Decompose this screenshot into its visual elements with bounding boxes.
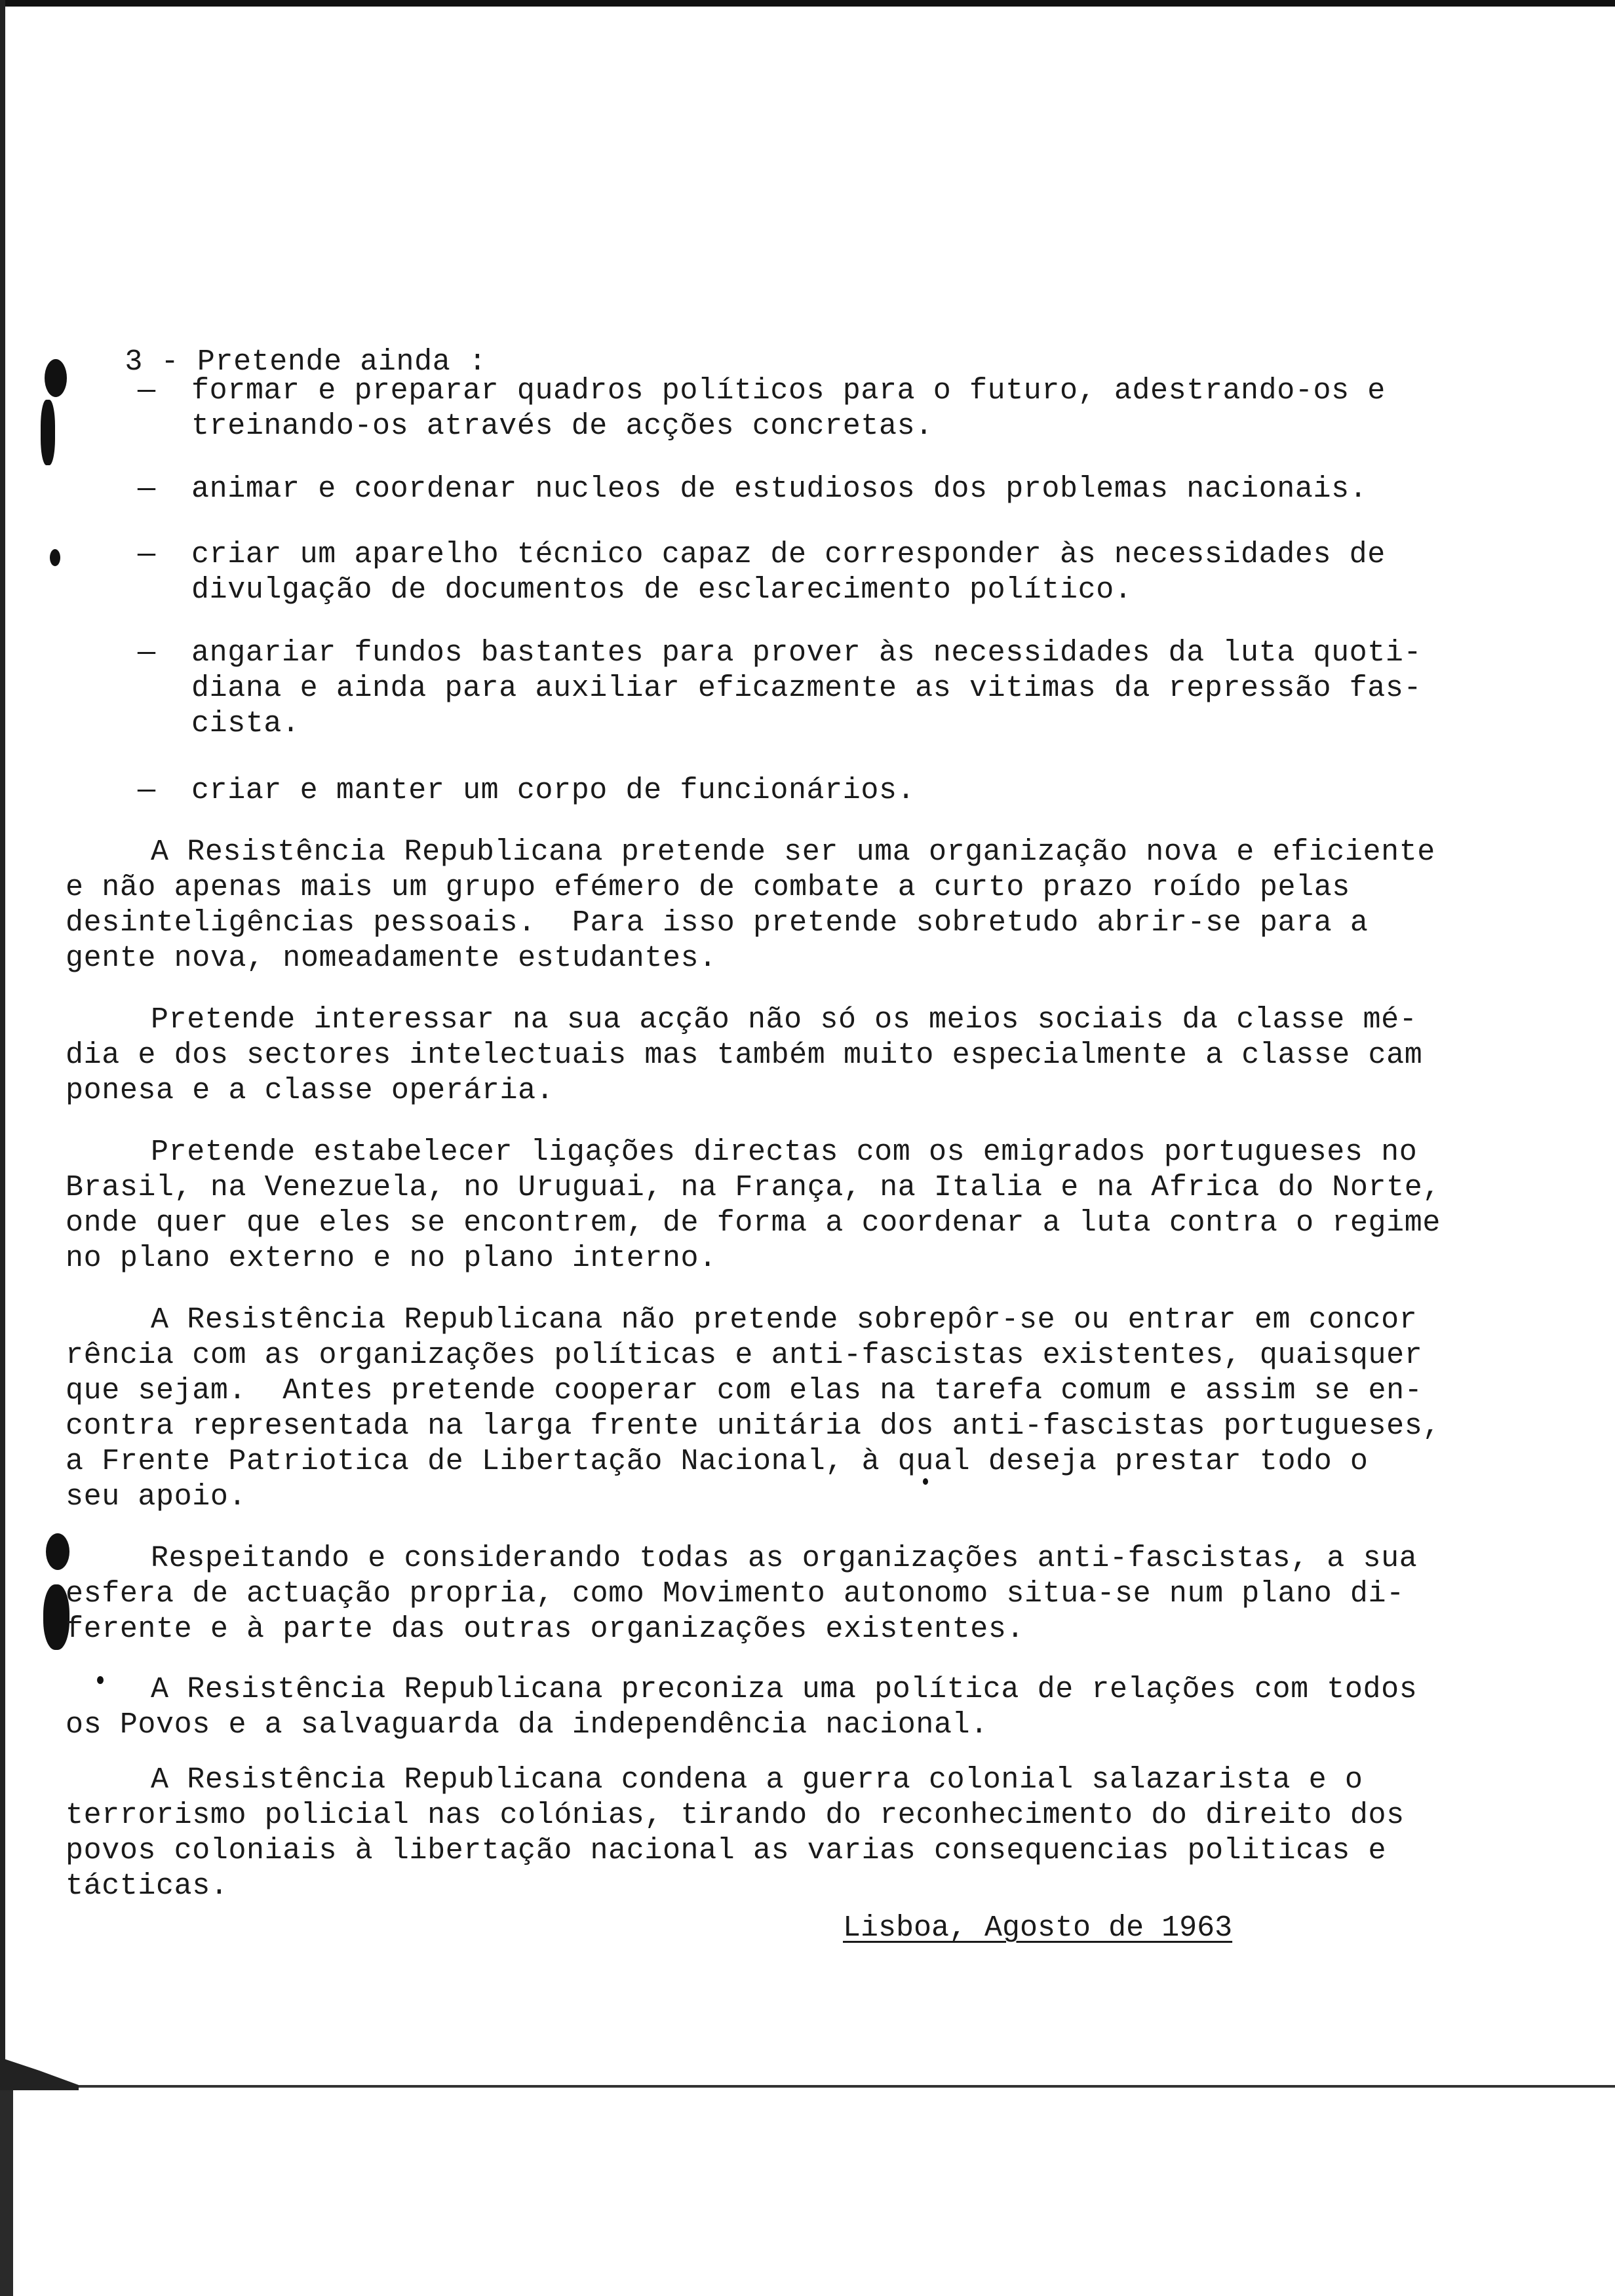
paragraph-line: ponesa e a classe operária.: [66, 1074, 555, 1107]
list-item-line: diana e ainda para auxiliar eficazmente as vitimas da repressão fas-: [191, 672, 1422, 705]
paragraph-line: terrorismo policial nas colónias, tirando do reconhecimento do direito dos: [66, 1799, 1405, 1832]
paragraph-line: rência com as organizações políticas e anti-fascistas existentes, quaisquer: [66, 1339, 1423, 1372]
paragraph-line: A Resistência Republicana pretende ser uma organização nova e eficiente: [151, 835, 1435, 869]
scan-edge-top: [0, 0, 1615, 7]
list-item-dash: —: [138, 774, 156, 807]
place-date-signature: Lisboa, Agosto de 1963: [843, 1911, 1233, 1945]
list-item-line: animar e coordenar nucleos de estudiosos dos problemas nacionais.: [191, 472, 1368, 506]
paragraph-line: Pretende estabelecer ligações directas com os emigrados portugueses no: [151, 1136, 1418, 1169]
paragraph-line: povos coloniais à libertação nacional as varias consequencias politicas e: [66, 1834, 1387, 1867]
paragraph-line: gente nova, nomeadamente estudantes.: [66, 942, 717, 975]
paragraph-line: no plano externo e no plano interno.: [66, 1242, 717, 1275]
paragraph-line: onde quer que eles se encontrem, de forma a coordenar a luta contra o regime: [66, 1206, 1441, 1240]
paragraph-line: dia e dos sectores intelectuais mas também muito especialmente a classe cam: [66, 1039, 1423, 1072]
list-item-line: criar e manter um corpo de funcionários.: [191, 774, 916, 807]
list-item-line: divulgação de documentos de esclarecimento político.: [191, 573, 1133, 607]
paragraph-line: A Resistência Republicana não pretende sobrepôr-se ou entrar em concor: [151, 1303, 1418, 1337]
paragraph-line: A Resistência Republicana preconiza uma política de relações com todos: [151, 1673, 1418, 1706]
section-number-value: 3: [125, 345, 144, 379]
paragraph-line: a Frente Patriotica de Libertação Nacional, à qual deseja prestar todo o: [66, 1445, 1369, 1478]
scan-shadow: [0, 2051, 79, 2090]
ink-blot: [46, 1533, 69, 1570]
paragraph-line: e não apenas mais um grupo efémero de combate a curto prazo roído pelas: [66, 871, 1350, 904]
section-number-dash: -: [161, 345, 180, 379]
list-item-dash: —: [138, 538, 156, 571]
paragraph-line: Brasil, na Venezuela, no Uruguai, na França, na Italia e na Africa do Norte,: [66, 1171, 1441, 1204]
paragraph-line: A Resistência Republicana condena a guerra colonial salazarista e o: [151, 1763, 1363, 1797]
ink-blot: [97, 1676, 104, 1684]
paragraph-line: seu apoio.: [66, 1480, 247, 1514]
paragraph-line: contra representada na larga frente unitária dos anti-fascistas portugueses,: [66, 1409, 1441, 1443]
list-item-line: angariar fundos bastantes para prover às necessidades da luta quoti-: [191, 636, 1422, 670]
list-item-line: formar e preparar quadros políticos para o futuro, adestrando-os e: [191, 374, 1386, 408]
paragraph-line: desinteligências pessoais. Para isso pretende sobretudo abrir-se para a: [66, 906, 1369, 940]
list-item-dash: —: [138, 472, 156, 506]
paragraph-line: Pretende interessar na sua acção não só os meios sociais da classe mé-: [151, 1003, 1418, 1037]
paragraph-line: esfera de actuação propria, como Movimento autonomo situa-se num plano di-: [66, 1577, 1405, 1611]
list-item-line: cista.: [191, 707, 300, 740]
paragraph-line: Respeitando e considerando todas as organizações anti-fascistas, a sua: [151, 1542, 1418, 1575]
scan-fold-line: [0, 2085, 1615, 2088]
paragraph-line: tácticas.: [66, 1869, 229, 1903]
list-item-dash: —: [138, 374, 156, 408]
list-item-line: criar um aparelho técnico capaz de corresponder às necessidades de: [191, 538, 1386, 571]
paragraph-line: ferente e à parte das outras organizações existentes.: [66, 1613, 1025, 1646]
ink-blot: [50, 549, 60, 566]
paragraph-line: que sejam. Antes pretende cooperar com elas na tarefa comum e assim se en-: [66, 1374, 1423, 1407]
scan-edge-left-lower: [0, 2077, 13, 2296]
list-item-dash: —: [138, 636, 156, 670]
scan-edge-left: [0, 0, 5, 2296]
paragraph-line: os Povos e a salvaguarda da independência nacional.: [66, 1708, 988, 1742]
list-item-line: treinando-os através de acções concretas.: [191, 410, 933, 443]
section-heading: Pretende ainda :: [197, 345, 487, 379]
